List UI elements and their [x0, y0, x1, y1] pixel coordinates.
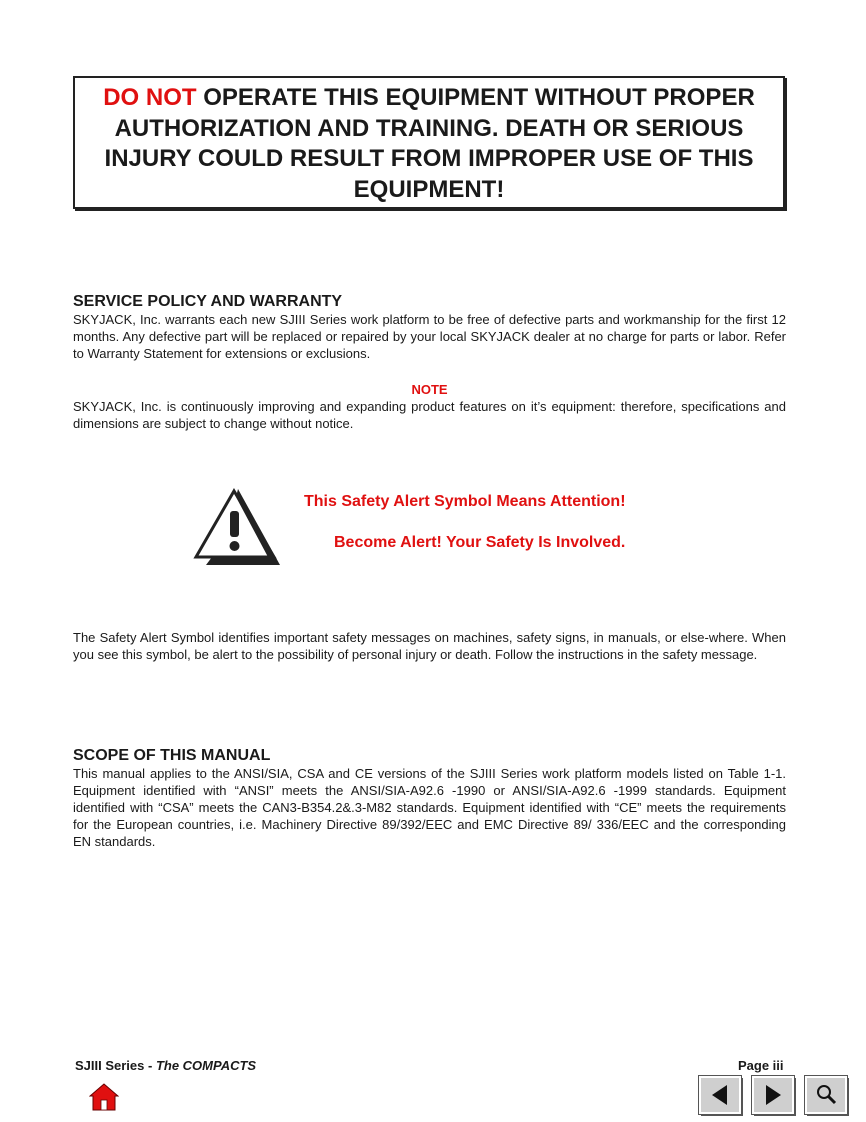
footer-subtitle: The COMPACTS: [155, 1058, 257, 1073]
note-body: SKYJACK, Inc. is continuously improving and expanding product features on it’s equipment: therefore, specifications and dimensions are subject to change without notice.: [73, 399, 786, 431]
warning-do-not: DO NOT: [103, 84, 197, 111]
scope-heading: SCOPE OF THIS MANUAL: [73, 747, 271, 764]
warning-line-3: INJURY COULD RESULT FROM IMPROPER USE OF THIS: [104, 145, 754, 172]
warning-line-1: [75, 83, 783, 114]
scope-section: [73, 747, 786, 850]
warning-line-1-rest: OPERATE THIS EQUIPMENT WITHOUT PROPER: [196, 84, 755, 111]
footer-title: [75, 1058, 256, 1073]
next-page-button[interactable]: [752, 1076, 794, 1114]
search-button[interactable]: [805, 1076, 847, 1114]
safety-section: [73, 629, 786, 663]
note-section: [73, 381, 786, 432]
arrow-right-icon: [754, 1078, 792, 1112]
service-body: SKYJACK, Inc. warrants each new SJIII Series work platform to be free of defective parts and workmanship for the first 12 months. Any defective part will be replaced or repaired by your local SKYJACK dealer at no charge for parts or labor. Refer to Warranty Statement for extensions or exclusions.: [73, 312, 786, 361]
warning-box: [73, 76, 785, 209]
scope-body: This manual applies to the ANSI/SIA, CSA and CE versions of the SJIII Series work platform models listed on Table 1-1. Equipment identified with “ANSI” meets the ANSI/SIA-A92.6 -1990 or ANSI/SIA-A92.6 -1999 standards. Equipment identified with “CSA” meets the CAN3-B354.2&.3-M82 standards. Equipment identified with “CE” meets the requirements for the European countries, i.e. Machinery Directive 89/392/EEC and EMC Directive 89/ 336/EEC and the corresponding EN standards.: [73, 766, 786, 849]
warning-line-2: AUTHORIZATION AND TRAINING. DEATH OR SERIOUS: [114, 114, 744, 142]
warning-line-4: EQUIPMENT!: [353, 175, 505, 203]
service-heading: SERVICE POLICY AND WARRANTY: [73, 293, 343, 310]
alert-line-1: This Safety Alert Symbol Means Attention!: [304, 493, 626, 510]
alert-line-2: Become Alert! Your Safety Is Involved.: [334, 534, 626, 551]
service-section: [73, 293, 786, 362]
safety-body: The Safety Alert Symbol identifies important safety messages on machines, safety signs, in manuals, or else-where. When you see this symbol, be alert to the possibility of personal injury or death. Follow the instructions in the safety message.: [73, 630, 786, 662]
search-icon: [807, 1078, 845, 1112]
note-title: NOTE: [411, 382, 448, 397]
arrow-left-icon: [701, 1078, 739, 1112]
home-icon[interactable]: [89, 1082, 119, 1112]
page-number: Page iii: [738, 1058, 784, 1073]
safety-alert-icon: [190, 485, 282, 569]
safety-alert-banner: [186, 485, 666, 575]
previous-page-button[interactable]: [699, 1076, 741, 1114]
footer-series: SJIII Series -: [75, 1058, 156, 1073]
